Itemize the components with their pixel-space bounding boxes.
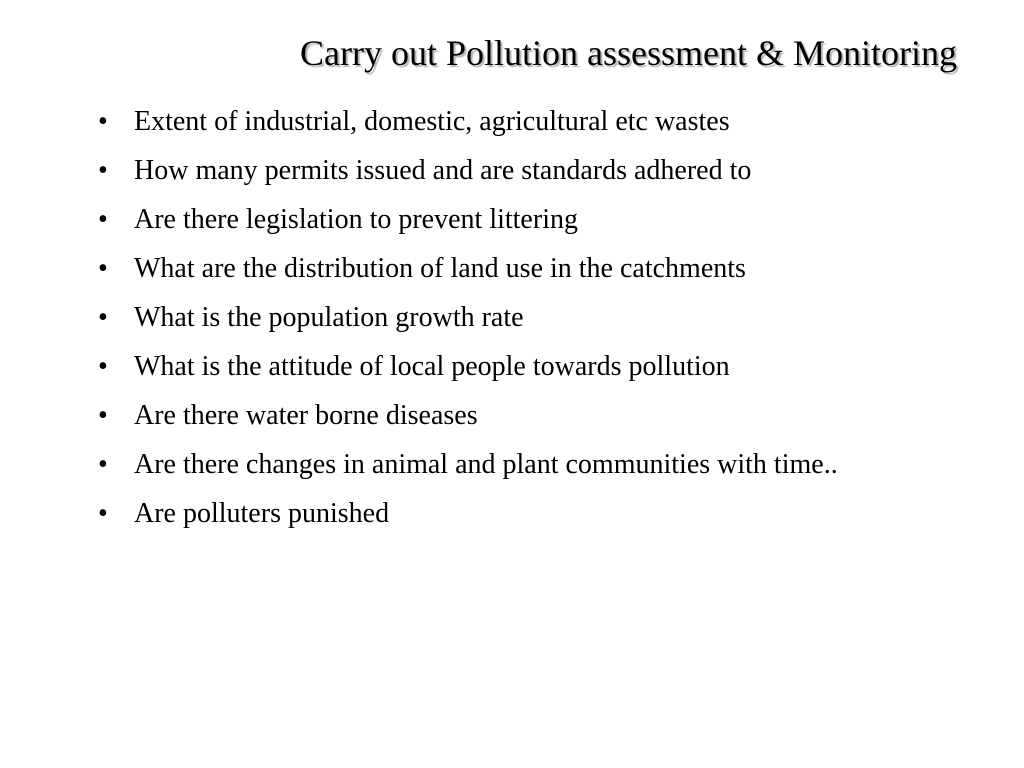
bullet-text: What are the distribution of land use in the catchments (134, 253, 746, 284)
bullet-item (96, 395, 926, 436)
bullet-point-icon: • (98, 498, 108, 529)
bullet-point-icon: • (98, 449, 108, 480)
bullet-item (96, 346, 926, 387)
bullet-item (96, 493, 926, 534)
bullet-item (96, 150, 926, 191)
bullet-text: Are polluters punished (134, 498, 390, 529)
bullet-item (96, 101, 926, 142)
bullet-list (96, 101, 926, 542)
bullet-text: How many permits issued and are standards adhered to (134, 155, 752, 186)
bullet-item (96, 297, 926, 338)
bullet-point-icon: • (98, 106, 108, 137)
bullet-point-icon: • (98, 400, 108, 431)
bullet-text: Are there water borne diseases (134, 400, 478, 431)
bullet-text: What is the attitude of local people towards pollution (134, 351, 730, 382)
bullet-text: Extent of industrial, domestic, agricultural etc wastes (134, 106, 730, 137)
bullet-item (96, 199, 926, 240)
bullet-text: What is the population growth rate (134, 302, 524, 333)
bullet-point-icon: • (98, 302, 108, 333)
bullet-point-icon: • (98, 204, 108, 235)
bullet-item (96, 444, 926, 485)
bullet-point-icon: • (98, 253, 108, 284)
slide-title: Carry out Pollution assessment & Monitoring (300, 33, 957, 73)
bullet-text: Are there legislation to prevent littering (134, 204, 578, 235)
bullet-point-icon: • (98, 155, 108, 186)
bullet-item (96, 248, 926, 289)
bullet-point-icon: • (98, 351, 108, 382)
bullet-text: Are there changes in animal and plant communities with time.. (134, 449, 838, 480)
